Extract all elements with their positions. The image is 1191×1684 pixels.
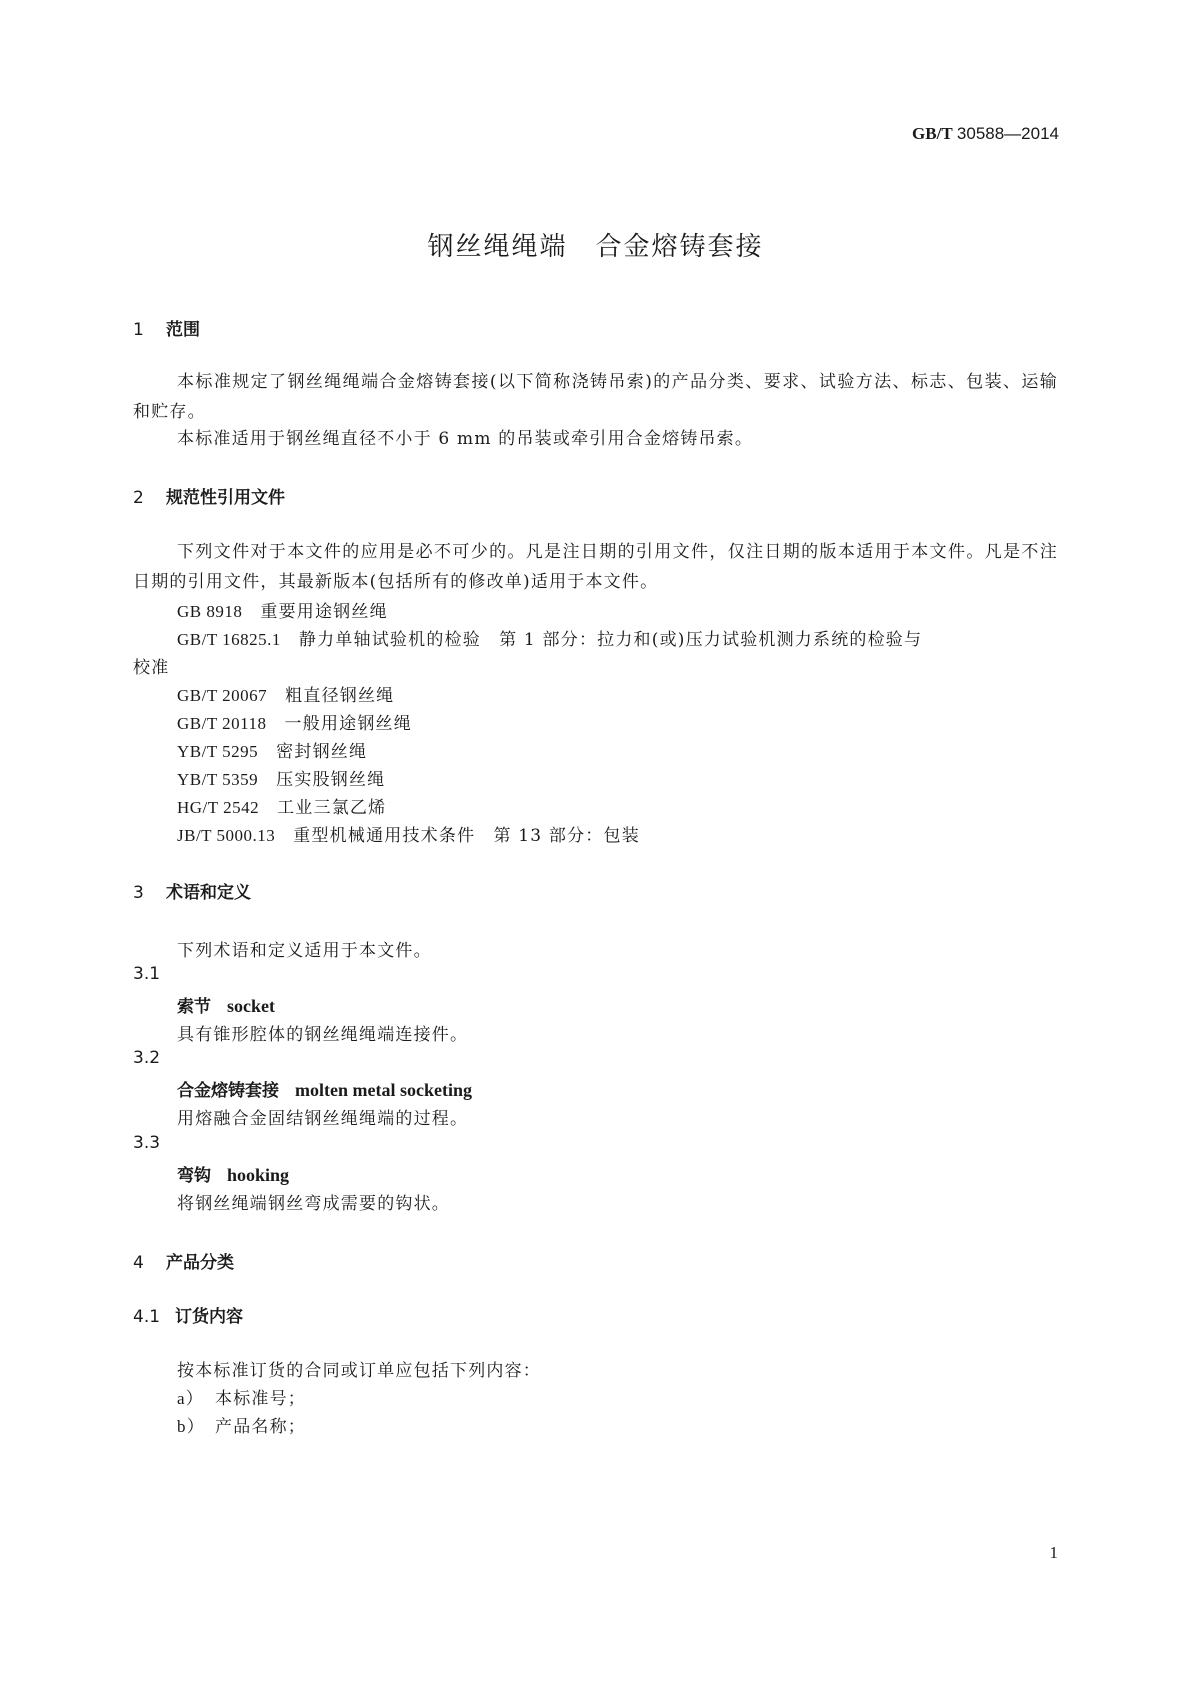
term-definition: 将钢丝绳端钢丝弯成需要的钩状。 [177,1194,450,1214]
list-item [177,1412,306,1437]
standard-code [912,124,1059,144]
reference-code: YB/T 5359 [177,770,259,789]
reference-code: HG/T 2542 [177,798,260,817]
page-number: 1 [1049,1543,1058,1562]
scope-paragraph-2: 本标准适用于钢丝绳直径不小于 6 mm 的吊装或牵引用合金熔铸吊索。 [177,429,754,449]
reference-code: GB/T 16825.1 [177,630,281,649]
reference-title: 密封钢丝绳 [276,742,368,762]
term-en: socket [227,996,275,1016]
term-definition: 具有锥形腔体的钢丝绳绳端连接件。 [177,1025,469,1045]
term-en: molten metal socketing [295,1080,472,1100]
reference-title: 静力单轴试验机的检验 第 1 部分：拉力和(或)压力试验机测力系统的检验与 [298,630,923,650]
section-title: 术语和定义 [166,883,251,903]
section-title: 范围 [166,320,200,340]
reference-item [177,625,922,650]
list-item-label: b） [177,1417,205,1436]
reference-item [177,821,640,846]
standard-prefix: GB/T [912,124,953,143]
section-4-heading [133,1248,234,1273]
section-number: 3 [133,883,144,903]
term-number: 3.3 [133,1133,161,1153]
section-3-heading [133,878,251,903]
reference-code: YB/T 5295 [177,742,259,761]
section-number: 2 [133,488,144,508]
term-heading [177,1161,289,1186]
term-number: 3.1 [133,964,161,984]
section-title: 规范性引用文件 [166,488,285,508]
section-1-heading [133,315,200,340]
standard-number: 30588—2014 [956,124,1059,143]
term-heading [177,992,275,1017]
section-title: 产品分类 [166,1253,234,1273]
scope-paragraph-1: 本标准规定了钢丝绳绳端合金熔铸套接(以下简称浇铸吊索)的产品分类、要求、试验方法、标志、包装、运输和贮存。 [133,372,1058,422]
term-zh: 合金熔铸套接 [177,1081,279,1101]
reference-item [177,737,367,762]
reference-item [177,709,412,734]
term-en: hooking [227,1165,290,1185]
term-zh: 索节 [177,997,211,1017]
reference-title: 重要用途钢丝绳 [260,602,388,622]
subsection-title: 订货内容 [175,1307,243,1327]
reference-item [177,681,394,706]
document-title: 钢丝绳绳端 合金熔铸套接 [427,232,764,262]
reference-title: 工业三氯乙烯 [277,798,387,818]
list-item [177,1384,306,1409]
term-zh: 弯钩 [177,1166,211,1186]
reference-title: 重型机械通用技术条件 第 13 部分：包装 [293,826,640,846]
reference-item [177,765,385,790]
list-item-text: 产品名称； [215,1417,306,1437]
section-number: 1 [133,320,144,340]
reference-title: 粗直径钢丝绳 [285,686,395,706]
reference-code: GB/T 20118 [177,714,267,733]
terms-intro: 下列术语和定义适用于本文件。 [177,941,432,961]
list-item-label: a） [177,1389,204,1408]
reference-code: GB 8918 [177,602,243,621]
reference-item [177,793,386,818]
reference-code: JB/T 5000.13 [177,826,276,845]
list-item-text: 本标准号； [215,1389,306,1409]
reference-item [177,597,388,622]
term-definition: 用熔融合金固结钢丝绳绳端的过程。 [177,1109,469,1129]
reference-continuation: 校准 [133,658,170,678]
subsection-4-1-heading [133,1302,243,1327]
subsection-number: 4.1 [133,1307,161,1327]
section-2-heading [133,483,285,508]
order-content-intro: 按本标准订货的合同或订单应包括下列内容： [177,1361,541,1381]
reference-title: 压实股钢丝绳 [276,770,386,790]
term-heading [177,1076,472,1101]
reference-title: 一般用途钢丝绳 [284,714,412,734]
term-number: 3.2 [133,1048,161,1068]
section-number: 4 [133,1253,144,1273]
normative-references-intro: 下列文件对于本文件的应用是必不可少的。凡是注日期的引用文件，仅注日期的版本适用于本文件。凡是不注日期的引用文件，其最新版本(包括所有的修改单)适用于本文件。 [133,542,1058,592]
reference-code: GB/T 20067 [177,686,268,705]
